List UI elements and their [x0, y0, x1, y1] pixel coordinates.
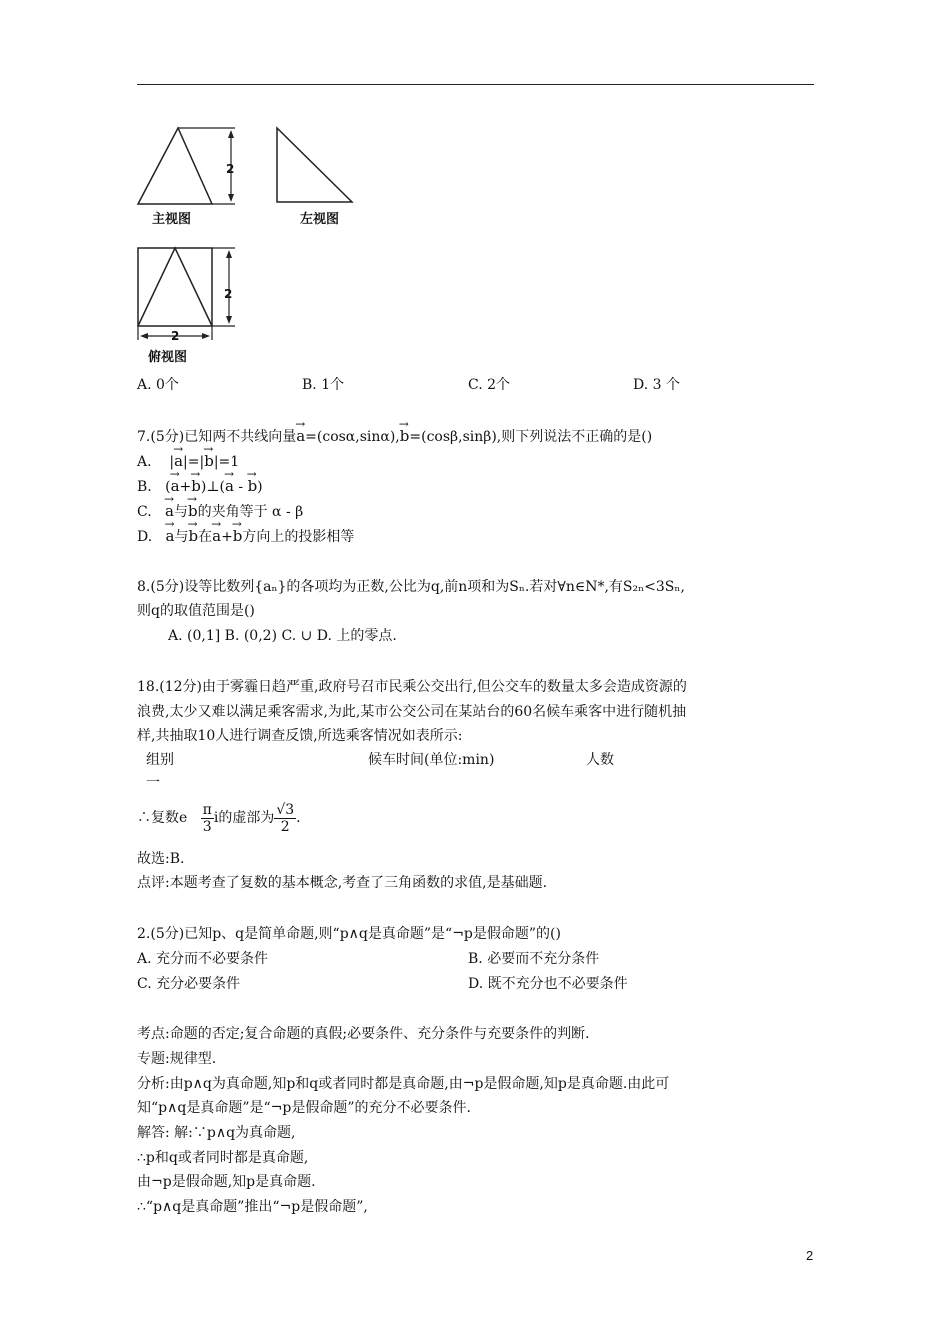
side-view-figure — [272, 124, 356, 206]
vector-a: → a — [296, 426, 305, 446]
table-header-group: 组别 — [146, 752, 174, 768]
front-dim-label: 2 — [226, 162, 235, 176]
q7-option-c: C. → a与→ b的夹角等于 α - β — [137, 501, 303, 522]
q2-step-3: ∴“p∧q是真命题”推出“¬p是假命题”, — [137, 1199, 368, 1215]
q6-option-a: A. 0个 — [137, 377, 179, 393]
header-rule — [137, 84, 814, 85]
q7-option-a: A. |→ a|=|→ b|=1 — [137, 451, 239, 472]
top-dim-label-height: 2 — [224, 287, 233, 301]
q7-option-d: D. → a与→ b在→ a+→ b方向上的投影相等 — [137, 526, 354, 547]
q18-line-3: 样,共抽取10人进行调查反馈,所选乘客情况如表所示: — [137, 728, 463, 744]
q2-option-c: C. 充分必要条件 — [137, 976, 241, 992]
q6-option-b: B. 1个 — [302, 377, 345, 393]
q2-stem: 2.(5分)已知p、q是简单命题,则“p∧q是真命题”是“¬p是假命题”的() — [137, 926, 561, 942]
q7-option-b: B. (→ a+→ b)⊥(→ a - → b) — [137, 476, 263, 497]
table-header-time: 候车时间(单位:min) — [368, 752, 495, 768]
q8-line-2: 则q的取值范围是() — [137, 603, 255, 619]
q8-options: A. (0,1] B. (0,2) C. ∪ D. 上的零点. — [168, 628, 397, 644]
q2-fenxi-2: 知“p∧q是真命题”是“¬p是假命题”的充分不必要条件. — [137, 1100, 471, 1116]
solution-imaginary-part: ∴复数e $\frac{\pi}{3}$ i的虚部为 $\frac{√3}{2}$ . — [137, 801, 301, 835]
q6-option-d: D. 3 个 — [633, 377, 680, 393]
q2-option-d: D. 既不充分也不必要条件 — [468, 976, 628, 992]
front-view-triangle — [138, 128, 212, 204]
fraction-sqrt3-over-2: $\frac{√3}{2}$ — [276, 801, 295, 835]
q18-line-1: 18.(12分)由于雾霾日趋严重,政府号召市民乘公交出行,但公交车的数量太多会造成资源的 — [137, 679, 687, 695]
table-row-1: 一 — [146, 775, 160, 791]
side-view-caption: 左视图 — [300, 212, 340, 227]
top-view-caption: 俯视图 — [148, 350, 188, 365]
solution-comment: 点评:本题考查了复数的基本概念,考查了三角函数的求值,是基础题. — [137, 875, 548, 891]
q2-jieda: 解答: 解:∵p∧q为真命题, — [137, 1125, 296, 1141]
q2-kaodian: 考点:命题的否定;复合命题的真假;必要条件、充分条件与充要条件的判断. — [137, 1026, 590, 1042]
q2-step-1: ∴p和q或者同时都是真命题, — [137, 1150, 309, 1166]
q2-step-2: 由¬p是假命题,知p是真命题. — [137, 1174, 316, 1190]
q2-zhuanti: 专题:规律型. — [137, 1051, 217, 1067]
vector-b: → b — [400, 426, 410, 446]
fraction-pi-over-3: $\frac{\pi}{3}$ — [202, 801, 212, 835]
q2-fenxi-1: 分析:由p∧q为真命题,知p和q或者同时都是真命题,由¬p是假命题,知p是真命题.由此可 — [137, 1076, 670, 1092]
q6-option-c: C. 2个 — [468, 377, 511, 393]
top-view-triangle — [138, 248, 212, 326]
q7-stem: 7.(5分)已知两不共线向量→ a=(cosα,sinα),→ b=(cosβ,sinβ),则下列说法不正确的是() — [137, 426, 652, 447]
q2-option-a: A. 充分而不必要条件 — [137, 951, 269, 967]
q2-option-b: B. 必要而不充分条件 — [468, 951, 600, 967]
page-number: 2 — [806, 1248, 814, 1263]
q18-line-2: 浪费,太少又难以满足乘客需求,为此,某市公交公司在某站台的60名候车乘客中进行随机抽 — [137, 704, 687, 720]
top-view-square — [138, 248, 212, 326]
solution-choice: 故选:B. — [137, 851, 185, 867]
side-view-triangle — [277, 128, 352, 202]
top-dim-label-width: 2 — [171, 329, 180, 343]
q8-line-1: 8.(5分)设等比数列{aₙ}的各项均为正数,公比为q,前n项和为Sₙ.若对∀n∈N*,有S₂ₙ<3Sₙ, — [137, 579, 685, 595]
front-view-caption: 主视图 — [152, 212, 192, 227]
table-header-count: 人数 — [586, 752, 614, 768]
